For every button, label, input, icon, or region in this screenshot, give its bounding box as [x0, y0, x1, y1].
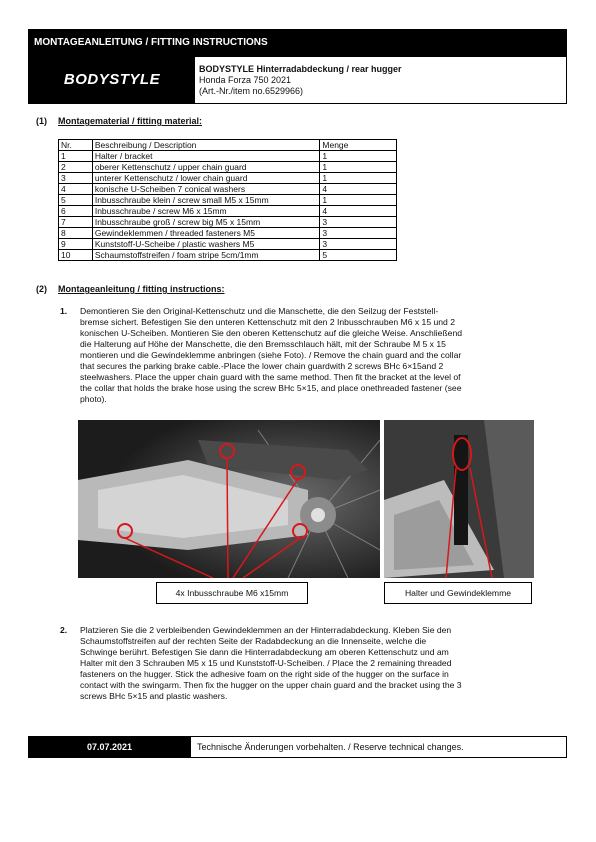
text-line: contact with the swingarm. Then fix the hugger on the upper chain guard and the bracket using the 3	[80, 680, 462, 690]
table-cell: 5	[59, 195, 93, 206]
photo-bracket	[384, 420, 534, 578]
table-cell: konische U-Scheiben 7 conical washers	[92, 184, 320, 195]
section-2-number: (2)	[36, 284, 47, 294]
step-1-text	[80, 306, 548, 405]
table-cell: 1	[320, 195, 397, 206]
text-line: photo).	[80, 394, 107, 404]
table-cell: 3	[320, 239, 397, 250]
brand-logo-text: BODYSTYLE	[63, 71, 161, 88]
text-line: that secures the parking brake cable.-Place the lower chain guardwith 2 screws BHc 6×15and 2	[80, 361, 444, 371]
text-line: montieren und die Gewindeklemme anbringen (siehe Foto). / Remove the chain guard and the collar	[80, 350, 462, 360]
section-2-title: Montageanleitung / fitting instructions:	[58, 284, 225, 294]
photo-caption-bracket: Halter und Gewindeklemme	[384, 582, 532, 604]
table-cell: Gewindeklemmen / threaded fasteners M5	[92, 228, 320, 239]
table-header-cell: Nr.	[59, 140, 93, 151]
product-header	[28, 56, 567, 104]
table-cell: 4	[59, 184, 93, 195]
step-1-number: 1.	[60, 306, 68, 316]
table-header-cell: Beschreibung / Description	[92, 140, 320, 151]
table-row	[59, 228, 397, 239]
table-cell: Kunststoff-U-Scheibe / plastic washers M5	[92, 239, 320, 250]
text-line: Schaumstoffstreifen auf der rechten Seite der Radabdeckung an die Innenseite, welche die	[80, 636, 427, 646]
step-2-number: 2.	[60, 625, 68, 635]
text-line: konischen U-Scheiben. Montieren Sie den oberen Kettenschutz auf die gleiche Weise. Anschließend	[80, 328, 463, 338]
photo-caption-screws: 4x Inbusschraube M6 x15mm	[156, 582, 308, 604]
footer-note: Technische Änderungen vorbehalten. / Reserve technical changes.	[191, 736, 567, 758]
text-line: Schwinge berührt. Befestigen Sie dann die Hinterradabdeckung am oberen Kettenschutz und am	[80, 647, 449, 657]
table-row	[59, 162, 397, 173]
text-line: Demontieren Sie den Original-Kettenschutz und die Manschette, die den Seilzug der Feststell-	[80, 306, 439, 316]
table-cell: 6	[59, 206, 93, 217]
text-line: the collar that holds the brake hose using the screw BHc 5×15, and place onethreaded fastener (see	[80, 383, 462, 393]
product-title: BODYSTYLE Hinterradabdeckung / rear hugger	[199, 64, 402, 74]
table-cell: 9	[59, 239, 93, 250]
table-row	[59, 250, 397, 261]
table-header-row	[59, 140, 397, 151]
table-cell: 3	[320, 228, 397, 239]
product-item-number: (Art.-Nr./item no.6529966)	[199, 86, 304, 96]
table-cell: 1	[59, 151, 93, 162]
table-row	[59, 151, 397, 162]
text-line: die Halterung auf Höhe der Manschette, die den Bremsschlauch hält, mit der Schraube M 5 x 15	[80, 339, 446, 349]
table-cell: unterer Kettenschutz / lower chain guard	[92, 173, 320, 184]
table-cell: 5	[320, 250, 397, 261]
text-line: Halter mit den 3 Schrauben M5 x 15 und Kunststoff-U-Scheiben. / Place the 2 remaining threaded	[80, 658, 452, 668]
text-line: steelwashers. Place the upper chain guard with the same method. Then fit the bracket at the level of	[80, 372, 461, 382]
photo-chain-guard	[78, 420, 380, 578]
document-title: MONTAGEANLEITUNG / FITTING INSTRUCTIONS	[34, 37, 268, 48]
table-cell: 3	[59, 173, 93, 184]
text-line: fasteners on the hugger. Stick the adhesive foam on the right side of the hugger on the surface in	[80, 669, 449, 679]
table-row	[59, 173, 397, 184]
product-model: Honda Forza 750 2021	[199, 75, 292, 85]
table-cell: oberer Kettenschutz / upper chain guard	[92, 162, 320, 173]
table-cell: Halter / bracket	[92, 151, 320, 162]
text-line: bremse sichert. Befestigen Sie den unteren Kettenschutz mit den 2 Inbusschrauben M6 x 15 und 2	[80, 317, 456, 327]
material-table	[58, 139, 397, 261]
table-cell: 7	[59, 217, 93, 228]
step-2-text	[80, 625, 548, 702]
section-1-title: Montagematerial / fitting material:	[58, 116, 203, 126]
table-cell: 1	[320, 151, 397, 162]
product-info	[199, 64, 402, 97]
table-cell: 10	[59, 250, 93, 261]
table-cell: 2	[59, 162, 93, 173]
footer-date: 07.07.2021	[28, 736, 191, 758]
table-cell: Inbusschraube groß / screw big M5 x 15mm	[92, 217, 320, 228]
table-cell: Inbusschraube klein / screw small M5 x 15mm	[92, 195, 320, 206]
table-cell: 4	[320, 206, 397, 217]
table-row	[59, 195, 397, 206]
photo-chain-guard-illustration	[78, 420, 380, 578]
table-cell: 8	[59, 228, 93, 239]
table-cell: 1	[320, 173, 397, 184]
table-row	[59, 239, 397, 250]
text-line: Platzieren Sie die 2 verbleibenden Gewindeklemmen an der Hinterradabdeckung. Kleben Sie den	[80, 625, 452, 635]
table-row	[59, 184, 397, 195]
table-cell: Inbusschraube / screw M6 x 15mm	[92, 206, 320, 217]
section-1-number: (1)	[36, 116, 47, 126]
table-cell: 3	[320, 217, 397, 228]
photo-bracket-illustration	[384, 420, 534, 578]
table-cell: 4	[320, 184, 397, 195]
brand-logo	[29, 57, 195, 103]
table-row	[59, 206, 397, 217]
table-header-cell: Menge	[320, 140, 397, 151]
text-line: screws BHc 5×15 and plastic washers.	[80, 691, 228, 701]
table-row	[59, 217, 397, 228]
document-title-bar	[28, 29, 567, 56]
table-cell: Schaumstoffstreifen / foam stripe 5cm/1mm	[92, 250, 320, 261]
table-cell: 1	[320, 162, 397, 173]
